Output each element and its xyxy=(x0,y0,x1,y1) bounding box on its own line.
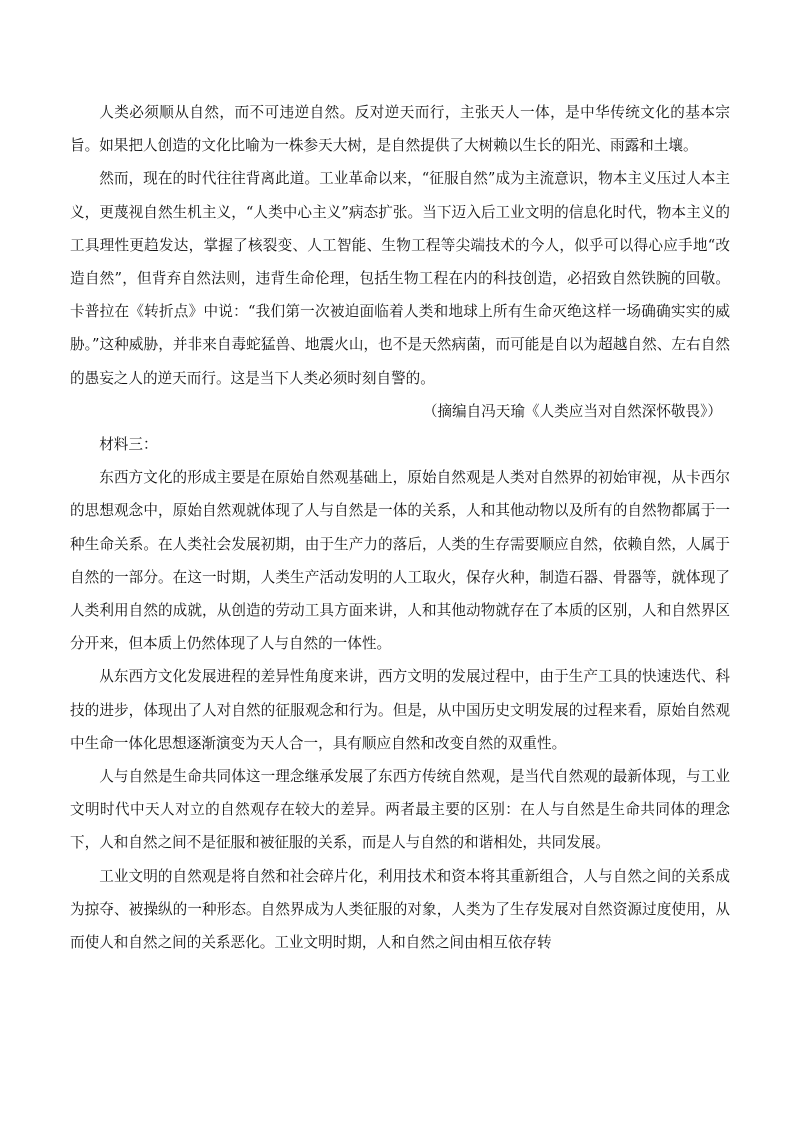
paragraph-6: 工业文明的自然观是将自然和社会碎片化，利用技术和资本将其重新组合，人与自然之间的关系成为掠夺、被操纵的一种形态。自然界成为人类征服的对象，人类为了生存发展对自然资源过度使用，从而使人和自然之间的关系恶化。工业文明时期，人和自然之间由相互依存转 xyxy=(70,867,730,952)
paragraph-5: 人与自然是生命共同体这一理念继承发展了东西方传统自然观，是当代自然观的最新体现，与工业文明时代中天人对立的自然观存在较大的差异。两者最主要的区别：在人与自然是生命共同体的理念下，人和自然之间不是征服和被征服的关系，而是人与自然的和谐相处，共同发展。 xyxy=(70,768,730,852)
paragraph-1: 人类必须顺从自然，而不可违逆自然。反对逆天而行，主张天人一体，是中华传统文化的基本宗旨。如果把人创造的文化比喻为一株参天大树，是自然提供了大树赖以生长的阳光、雨露和土壤。 xyxy=(70,104,730,155)
paragraph-3: 东西方文化的形成主要是在原始自然观基础上，原始自然观是人类对自然界的初始审视，从卡西尔的思想观念中，原始自然观就体现了人与自然是一体的关系，人和其他动物以及所有的自然物都属于一种生命关系。在人类社会发展初期，由于生产力的落后，人类的生存需要顺应自然，依赖自然，人属于自然的一部分。在这一时期，人类生产活动发明的人工取火，保存火种，制造石器、骨器等，就体现了人类利用自然的成就，从创造的劳动工具方面来讲，人和其他动物就存在了本质的区别，人和自然界区分开来，但本质上仍然体现了人与自然的一体性。 xyxy=(70,469,730,653)
source-citation: （摘编自冯天瑜《人类应当对自然深怀敬畏》） xyxy=(422,402,722,420)
material-3-label: 材料三： xyxy=(99,436,158,454)
document-page xyxy=(70,96,730,959)
paragraph-4: 从东西方文化发展进程的差异性角度来讲，西方文明的发展过程中，由于生产工具的快速迭代、科技的进步，体现出了人对自然的征服观念和行为。但是，从中国历史文明发展的过程来看，原始自然观中生命一体化思想逐渐演变为天人合一，具有顺应自然和改变自然的双重性。 xyxy=(70,668,730,752)
paragraph-2: 然而，现在的时代往往背离此道。工业革命以来，“征服自然”成为主流意识，物本主义压过人本主义，更蔑视自然生机主义，“人类中心主义”病态扩张。当下迈入后工业文明的信息化时代，物本主义的工具理性更趋发达，掌握了核裂变、人工智能、生物工程等尖端技术的今人，似乎可以得心应手地“改造自然”，但背弃自然法则，违背生命伦理，包括生物工程在内的科技创造，必招致自然铁腕的回敬。卡普拉在《转折点》中说：“我们第一次被迫面临着人类和地球上所有生命灭绝这样一场确确实实的威胁。”这种威胁，并非来自毒蛇猛兽、地震火山，也不是天然病菌，而可能是自以为超越自然、左右自然的愚妄之人的逆天而行。这是当下人类必须时刻自警的。 xyxy=(70,170,730,387)
